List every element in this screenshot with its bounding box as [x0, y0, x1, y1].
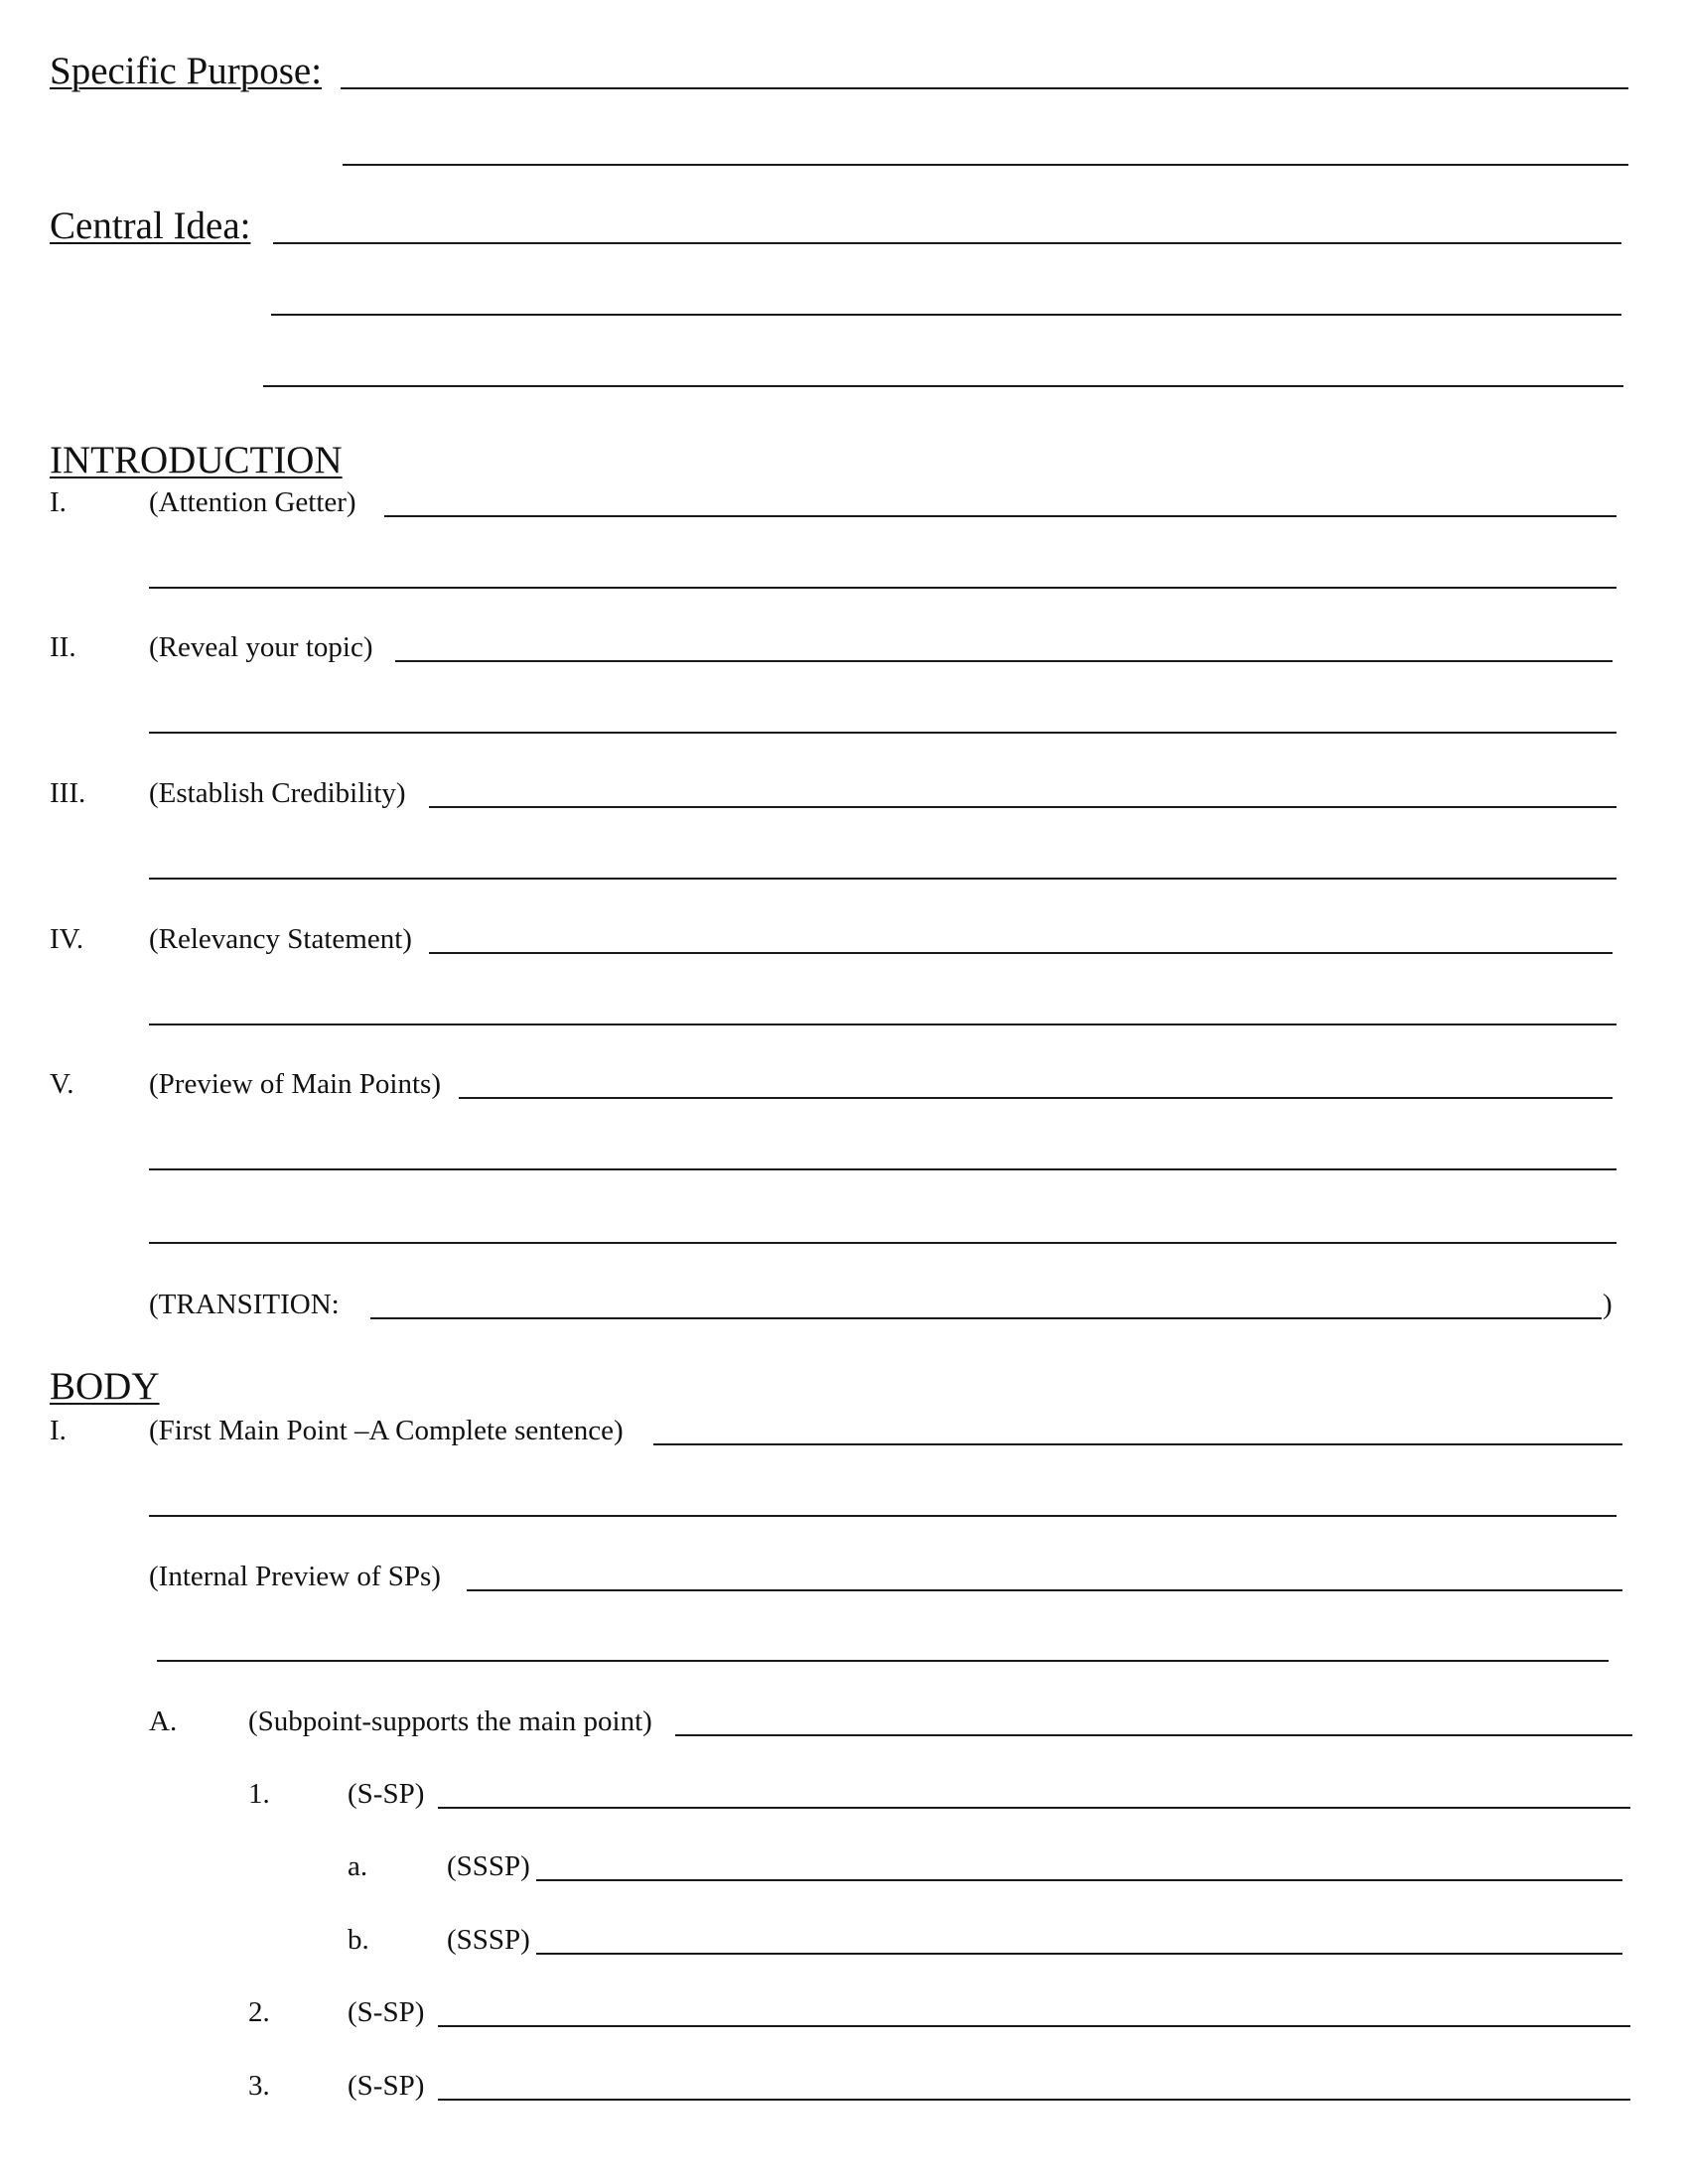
credibility-line-1[interactable]: [429, 806, 1617, 808]
central-idea-label: Central Idea:: [50, 205, 251, 247]
ssp-2-marker: 2.: [248, 1996, 270, 2028]
central-idea-line-2[interactable]: [271, 314, 1621, 316]
ssp-2-label: (S-SP): [348, 1996, 425, 2028]
intro-item-4-numeral: IV.: [50, 923, 84, 955]
relevancy-line-1[interactable]: [429, 952, 1613, 954]
credibility-line-2[interactable]: [149, 878, 1617, 880]
sssp-b-line[interactable]: [536, 1953, 1622, 1955]
reveal-topic-line-2[interactable]: [149, 732, 1617, 734]
intro-item-5-label: (Preview of Main Points): [149, 1068, 441, 1100]
ssp-1-label: (S-SP): [348, 1778, 425, 1810]
preview-line-2[interactable]: [149, 1168, 1617, 1170]
ssp-3-label: (S-SP): [348, 2070, 425, 2102]
main-point-label: (First Main Point –A Complete sentence): [149, 1415, 624, 1446]
sssp-b-marker: b.: [348, 1924, 369, 1956]
attention-getter-line-2[interactable]: [149, 587, 1617, 589]
specific-purpose-label: Specific Purpose:: [50, 50, 323, 92]
relevancy-line-2[interactable]: [149, 1024, 1617, 1025]
ssp-3-marker: 3.: [248, 2070, 270, 2102]
transition-close-paren: ): [1603, 1289, 1613, 1320]
transition-line[interactable]: [370, 1317, 1602, 1319]
sssp-a-marker: a.: [348, 1850, 368, 1882]
internal-preview-label: (Internal Preview of SPs): [149, 1561, 441, 1592]
main-point-line-2[interactable]: [149, 1515, 1617, 1517]
internal-preview-line-2[interactable]: [157, 1660, 1609, 1662]
intro-item-3-numeral: III.: [50, 777, 86, 809]
ssp-1-marker: 1.: [248, 1778, 270, 1810]
sssp-b-label: (SSSP): [447, 1924, 530, 1956]
subpoint-label: (Subpoint-supports the main point): [248, 1706, 652, 1737]
central-idea-line-3[interactable]: [263, 385, 1623, 387]
main-point-numeral: I.: [50, 1415, 67, 1446]
intro-item-2-numeral: II.: [50, 631, 76, 663]
intro-item-5-numeral: V.: [50, 1068, 74, 1100]
preview-line-1[interactable]: [459, 1097, 1613, 1099]
introduction-heading: INTRODUCTION: [50, 439, 343, 481]
specific-purpose-line-2[interactable]: [343, 164, 1628, 166]
intro-item-1-label: (Attention Getter): [149, 486, 356, 518]
attention-getter-line-1[interactable]: [384, 515, 1617, 517]
internal-preview-line-1[interactable]: [467, 1589, 1622, 1591]
transition-label: (TRANSITION:: [149, 1289, 340, 1320]
specific-purpose-line-1[interactable]: [341, 87, 1628, 89]
ssp-2-line[interactable]: [438, 2025, 1630, 2027]
main-point-line-1[interactable]: [653, 1443, 1622, 1445]
intro-item-4-label: (Relevancy Statement): [149, 923, 412, 955]
intro-item-1-numeral: I.: [50, 486, 67, 518]
subpoint-marker: A.: [149, 1706, 178, 1737]
subpoint-line[interactable]: [675, 1734, 1632, 1736]
sssp-a-line[interactable]: [536, 1879, 1622, 1881]
ssp-3-line[interactable]: [438, 2099, 1630, 2101]
sssp-a-label: (SSSP): [447, 1850, 530, 1882]
intro-item-2-label: (Reveal your topic): [149, 631, 373, 663]
body-heading: BODY: [50, 1365, 160, 1408]
preview-line-3[interactable]: [149, 1242, 1617, 1244]
reveal-topic-line-1[interactable]: [395, 660, 1613, 662]
ssp-1-line[interactable]: [438, 1807, 1630, 1809]
central-idea-line-1[interactable]: [273, 242, 1621, 244]
intro-item-3-label: (Establish Credibility): [149, 777, 406, 809]
